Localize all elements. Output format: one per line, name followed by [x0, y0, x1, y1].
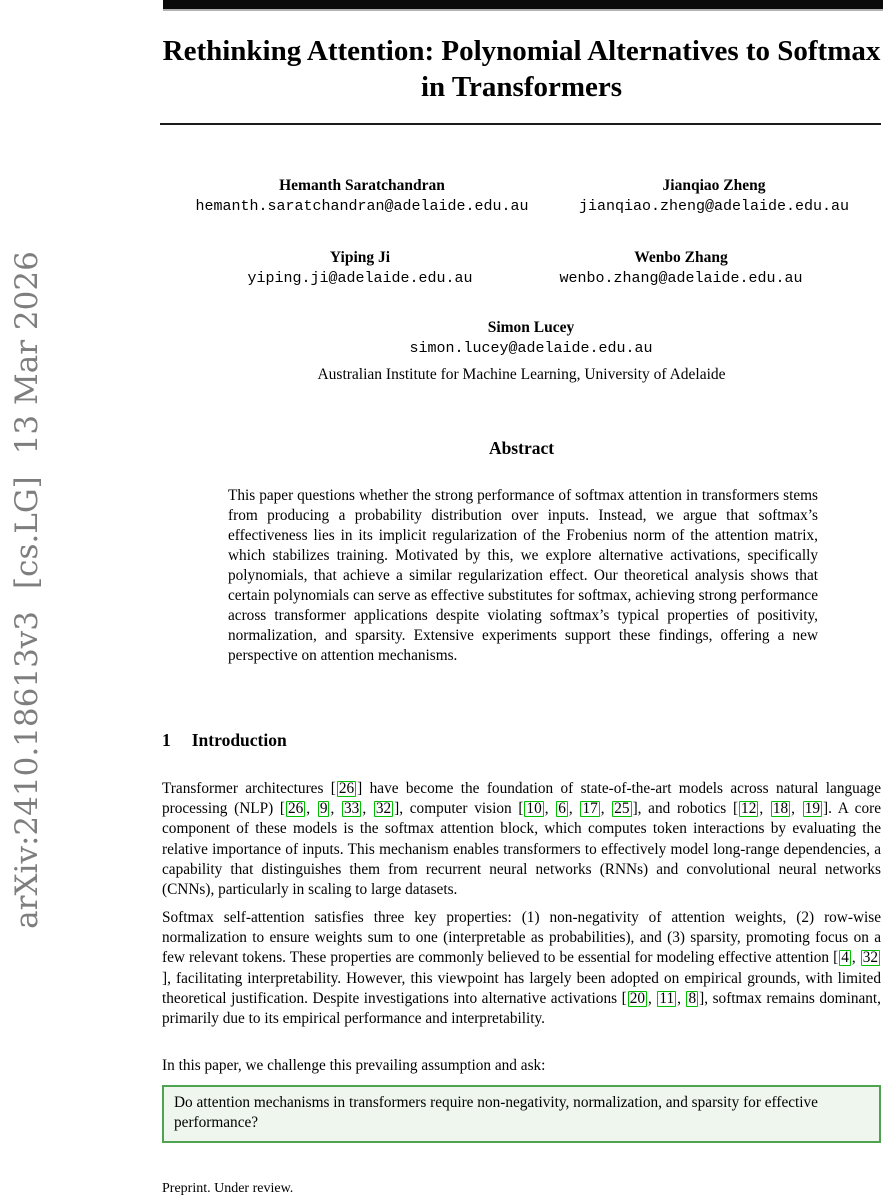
author-block	[247, 248, 472, 288]
citation-link[interactable]: 12	[741, 800, 757, 818]
intro-paragraph-1: Transformer architectures [ 26 ] have become the foundation of state-of-the-art models across natural language processing (NLP) [ 26 , 9 , 33 , 32 ], computer vision [ 10 , 6 , 17 , 25 ], and robotics [ 12 , 18 , 19 ]. A core component of these models is the softmax attention block, which computes token interactions by evaluating the relative importance of inputs. This mechanism enables transformers to effectively model long-range dependencies, a capability that distinguishes them from recurrent neural networks (RNNs) and convolutional neural networks (CNNs), particularly in scaling to large datasets.	[162, 780, 881, 899]
citation-link[interactable]: 9	[319, 800, 328, 818]
paper-title: Rethinking Attention: Polynomial Alternatives to Softmax in Transformers	[162, 35, 881, 103]
author-block	[579, 176, 849, 216]
citation-link[interactable]: 6	[558, 800, 566, 818]
abstract-heading: Abstract	[488, 438, 555, 458]
arxiv-id: arXiv:2410.18613v3	[9, 610, 45, 929]
citation-link[interactable]: 19	[804, 800, 820, 818]
author-name: Hemanth Saratchandran	[279, 177, 445, 194]
citation-link[interactable]: 33	[344, 800, 360, 818]
arxiv-watermark	[7, 240, 47, 940]
citation-link[interactable]: 11	[659, 989, 675, 1007]
author-block	[559, 248, 802, 288]
author-name: Yiping Ji	[329, 249, 391, 266]
citation-link[interactable]: 32	[375, 800, 392, 818]
preprint-footnote: Preprint. Under review.	[162, 1181, 294, 1196]
author-email: yiping.ji@adelaide.edu.au	[247, 270, 473, 287]
author-name: Wenbo Zhang	[634, 249, 728, 266]
citation-link[interactable]: 25	[614, 800, 630, 818]
intro-paragraph-3: In this paper, we challenge this prevailing assumption and ask:	[162, 1057, 546, 1074]
author-name: Jianqiao Zheng	[662, 177, 766, 194]
citation-link[interactable]: 32	[862, 949, 878, 967]
citation-link[interactable]: 17	[582, 800, 598, 818]
citation-link[interactable]: 8	[688, 989, 697, 1007]
research-question-box	[162, 1085, 881, 1143]
section-heading-introduction	[162, 730, 287, 751]
author-email: jianqiao.zheng@adelaide.edu.au	[578, 198, 850, 215]
arxiv-date: 13 Mar 2026	[9, 251, 45, 455]
citation-link[interactable]: 18	[772, 800, 789, 818]
title-rule	[160, 123, 881, 125]
intro-paragraph-2: Softmax self-attention satisfies three key properties: (1) non-negativity of attention weights, (2) row-wise normalization to ensure weights sum to one (interpretable as probabilities), and (3) sparsity, promoting focus on a few relevant tokens. These properties are commonly believed to be essential for modeling effective attention [ 4 , 32], facilitating interpretability. However, this viewpoint has largely been adopted on empirical grounds, with limited theoretical justification. Despite investigations into alternative activations [ 20 , 11 , 8 ], softmax remains dominant, primarily due to its empirical performance and interpretability.	[162, 909, 881, 1028]
affiliation: Australian Institute for Machine Learning, University of Adelaide	[317, 366, 726, 383]
citation-link[interactable]: 26	[288, 800, 304, 818]
research-question-text: Do attention mechanisms in transformers require non-negativity, normalization, and sparsity for effective performance?	[174, 1094, 818, 1132]
author-email: wenbo.zhang@adelaide.edu.au	[559, 270, 803, 287]
author-email: hemanth.saratchandran@adelaide.edu.au	[195, 198, 529, 215]
section-title: Introduction	[191, 730, 287, 750]
arxiv-category: [cs.LG]	[9, 476, 45, 589]
citation-link[interactable]: 26	[338, 780, 355, 797]
citation-link[interactable]: 4	[841, 949, 849, 967]
author-block	[195, 176, 528, 216]
top-black-bar	[163, 0, 883, 9]
section-number: 1	[162, 730, 171, 750]
citation-link[interactable]: 10	[526, 800, 542, 818]
author-name: Simon Lucey	[487, 319, 575, 336]
citation-link[interactable]: 20	[629, 989, 645, 1007]
abstract-text: This paper questions whether the strong performance of softmax attention in transformers stems from producing a probability distribution over inputs. Instead, we argue that softmax’s effectiveness lies in its implicit regularization of the Frobenius norm of the attention matrix, which stabilizes training. Motivated by this, we explore alternative activations, specifically polynomials, that achieve a similar regularization effect. Our theoretical analysis shows that certain polynomials can serve as effective substitutes for softmax, achieving strong performance across transformer applications despite violating softmax’s typical properties of positivity, normalization, and sparsity. Extensive experiments support these findings, offering a new perspective on attention mechanisms.	[228, 487, 818, 664]
author-block	[409, 318, 652, 358]
author-email: simon.lucey@adelaide.edu.au	[409, 340, 653, 357]
